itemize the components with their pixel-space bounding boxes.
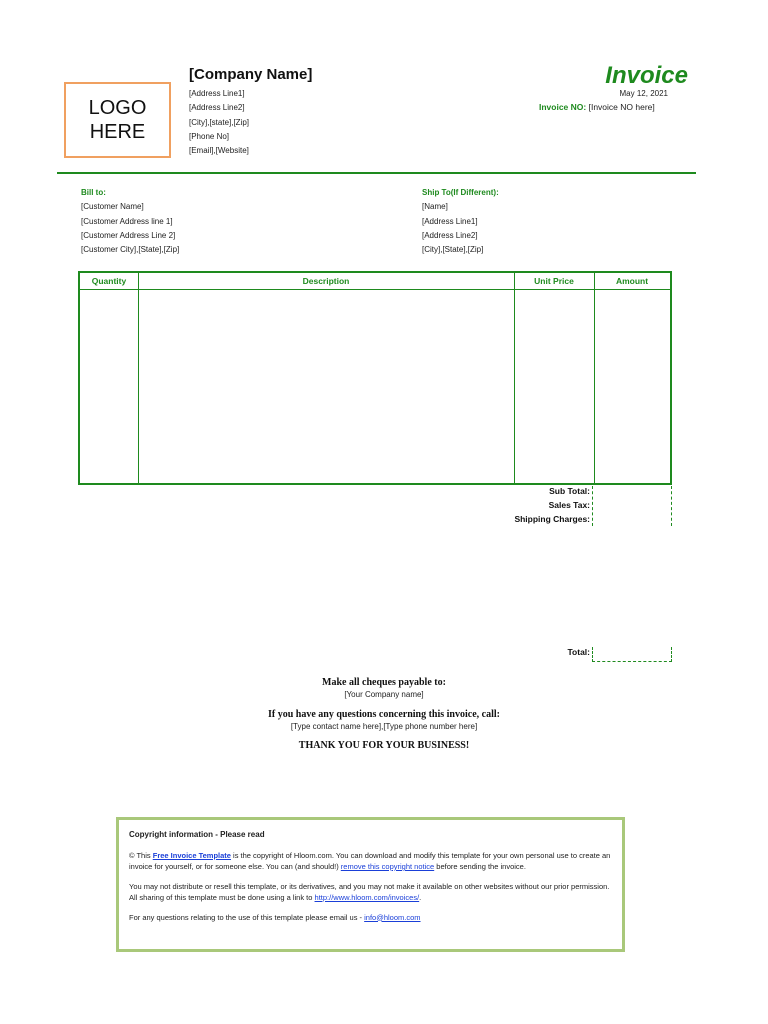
distribution-text: .: [419, 893, 422, 902]
header-divider: [57, 172, 696, 174]
distribution-paragraph: [129, 881, 612, 904]
payable-heading: Make all cheques payable to:: [322, 677, 446, 688]
total-label: Total:: [567, 647, 590, 657]
questions-value: [Type contact name here],[Type phone number here]: [290, 722, 478, 731]
bill-to-section: [81, 186, 179, 257]
contact-paragraph: [129, 912, 612, 924]
invoice-title: Invoice: [605, 62, 688, 89]
ship-to-section: [422, 186, 499, 257]
copyright-text: © This: [129, 850, 153, 860]
sales-tax-label: Sales Tax:: [548, 500, 590, 510]
address-line: [Phone No]: [189, 131, 230, 141]
address-line: [Email],[Website]: [189, 146, 249, 156]
email-link[interactable]: info@hloom.com: [364, 912, 421, 922]
logo-text-line1: LOGO: [88, 97, 147, 119]
description-column[interactable]: [138, 273, 515, 483]
items-table: [78, 271, 672, 485]
bill-to-line: [Customer Name]: [81, 202, 144, 212]
column-header-quantity: Quantity: [91, 276, 127, 286]
copyright-title: Copyright information - Please read: [129, 830, 265, 839]
ship-to-line: [Address Line1]: [422, 216, 478, 226]
ship-to-line: [City],[State],[Zip]: [422, 245, 484, 255]
quantity-column[interactable]: [80, 273, 139, 483]
questions-heading: If you have any questions concerning this invoice, call:: [268, 709, 500, 720]
unit-price-column[interactable]: [514, 273, 595, 483]
invoice-number-value: [Invoice NO here]: [588, 102, 655, 112]
copyright-notice: [116, 817, 625, 952]
invoice-number: [539, 102, 655, 112]
invoice-number-label: Invoice NO:: [539, 102, 587, 112]
ship-to-line: [Name]: [422, 202, 448, 212]
logo-placeholder: [64, 82, 171, 158]
payable-value: [Your Company name]: [344, 690, 424, 699]
total-value-field[interactable]: [592, 647, 672, 662]
ship-to-line: [Address Line2]: [422, 230, 478, 240]
hloom-invoices-link[interactable]: http://www.hloom.com/invoices/: [314, 893, 420, 902]
bill-to-line: [Customer Address line 1]: [81, 216, 173, 226]
contact-text: For any questions relating to the use of this template please email us -: [129, 912, 365, 922]
ship-to-heading: Ship To(If Different):: [422, 188, 499, 197]
bill-to-line: [Customer Address Line 2]: [81, 230, 176, 240]
column-header-unit-price: Unit Price: [534, 276, 574, 286]
column-header-amount: Amount: [615, 276, 649, 286]
bill-to-line: [Customer City],[State],[Zip]: [81, 245, 180, 255]
sub-total-label: Sub Total:: [549, 486, 590, 496]
copyright-paragraph: [129, 850, 612, 873]
address-line: [Address Line2]: [189, 103, 245, 113]
address-line: [Address Line1]: [189, 89, 245, 98]
thank-you-message: THANK YOU FOR YOUR BUSINESS!: [298, 740, 470, 751]
remove-copyright-link[interactable]: remove this copyright notice: [340, 862, 435, 871]
logo-text-line2: HERE: [89, 121, 146, 143]
column-header-description: Description: [302, 276, 350, 286]
address-line: [City],[state],[Zip]: [189, 117, 250, 127]
totals-value-field[interactable]: [592, 486, 672, 526]
bill-to-heading: Bill to:: [81, 188, 106, 197]
free-invoice-template-link[interactable]: Free Invoice Template: [152, 850, 231, 860]
copyright-text: is the copyright of Hloom.com. You can download and modify this template for your own personal use to create an invoice for yourself, or for someone else. You can (and should!): [129, 850, 611, 871]
distribution-text: You may not distribute or resell this template, or its derivatives, and you may not make it available on other websites without our prior permission. All sharing of this template must be done using a link to: [129, 881, 610, 902]
company-address: [189, 87, 249, 158]
copyright-text: before sending the invoice.: [434, 862, 526, 871]
shipping-charges-label: Shipping Charges:: [514, 514, 590, 524]
company-name: [Company Name]: [189, 66, 313, 83]
invoice-date: May 12, 2021: [619, 89, 668, 98]
